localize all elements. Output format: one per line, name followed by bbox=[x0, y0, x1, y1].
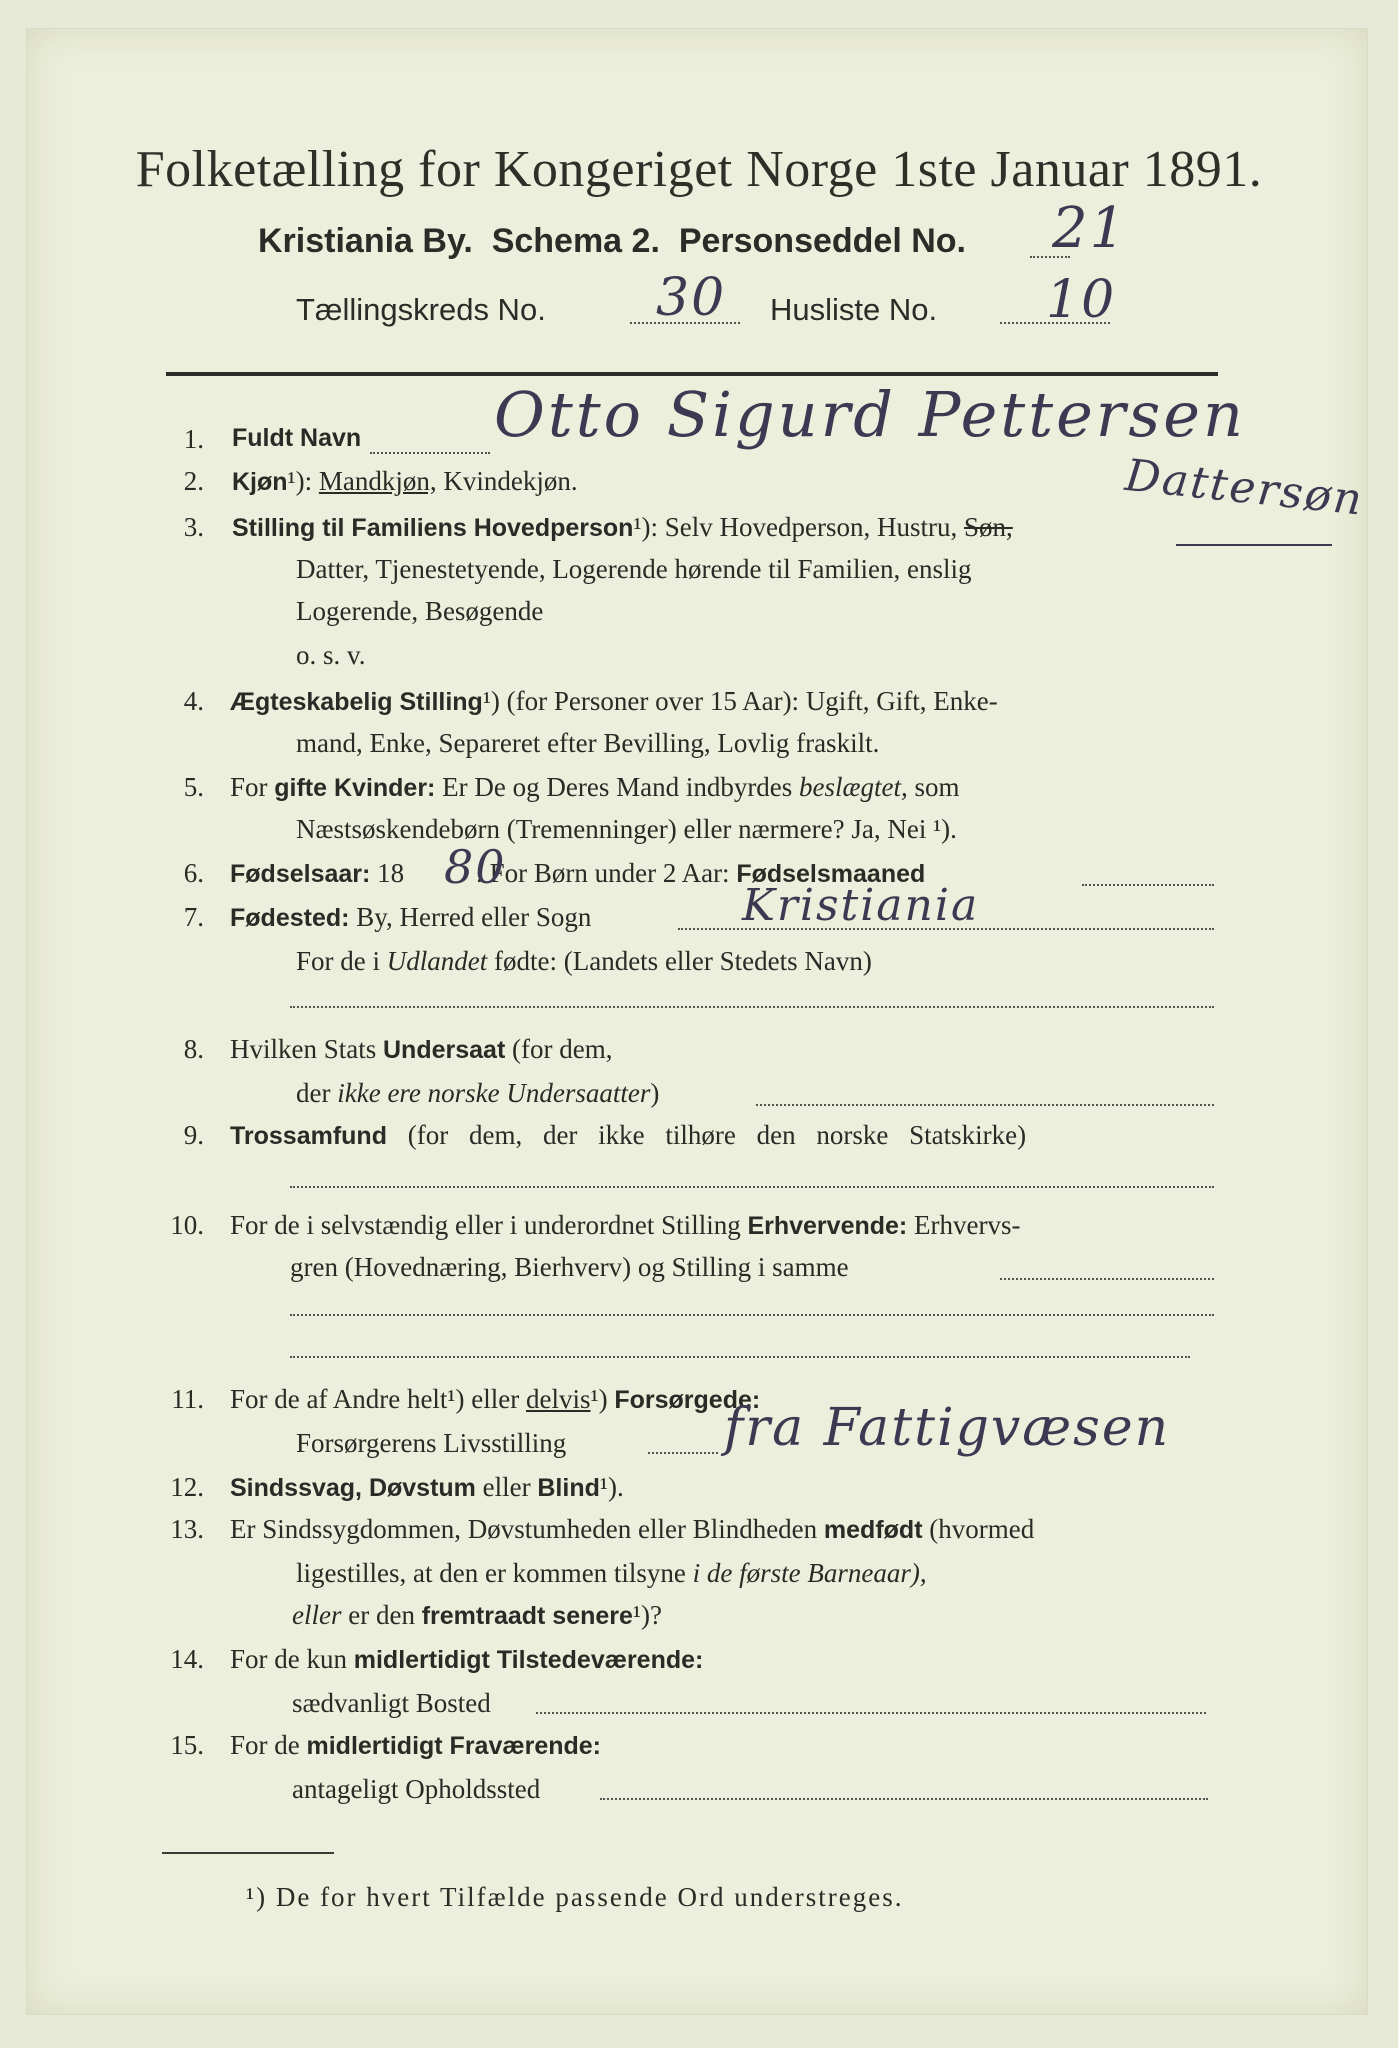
item-15-text: For de bbox=[230, 1730, 300, 1760]
item-6-month-label: Fødselsmaaned bbox=[736, 860, 926, 888]
item-7-blank-line bbox=[290, 1006, 1214, 1008]
item-7-value: Kristiania bbox=[742, 880, 980, 931]
kreds-number: 30 bbox=[656, 268, 727, 328]
item-13-text-4: er den bbox=[348, 1600, 415, 1630]
item-7-text-2: fødte: (Landets eller Stedets Navn) bbox=[494, 946, 872, 976]
item-1-dots bbox=[370, 452, 490, 454]
item-10-line-1 bbox=[230, 1210, 1020, 1241]
option-delvis: delvis bbox=[526, 1384, 591, 1414]
header-rule bbox=[166, 372, 1218, 376]
item-11-line-2: Forsørgerens Livsstilling bbox=[296, 1428, 567, 1458]
item-14-number: 14. bbox=[170, 1644, 204, 1674]
item-5-label: gifte Kvinder: bbox=[274, 774, 436, 802]
item-13-italic: i de første Barneaar), bbox=[692, 1558, 927, 1588]
item-10-number: 10. bbox=[170, 1210, 204, 1240]
item-10-label: Erhvervende: bbox=[747, 1212, 908, 1240]
item-12-label: Sindssvag, Døvstum bbox=[230, 1474, 476, 1502]
item-13-text-3: ligestilles, at den er kommen tilsyne bbox=[296, 1558, 686, 1588]
footnote-rule bbox=[162, 1852, 334, 1854]
item-6-number: 6. bbox=[183, 858, 204, 888]
item-11-mark: ¹) bbox=[590, 1384, 608, 1414]
item-12-label-2: Blind bbox=[537, 1474, 600, 1502]
option-son: Søn, bbox=[964, 512, 1013, 542]
item-10-line-2: gren (Hovednæring, Bierhverv) og Stilling i samme bbox=[290, 1252, 849, 1282]
item-8-paren: ) bbox=[650, 1078, 660, 1108]
item-15-line-1 bbox=[230, 1730, 601, 1761]
item-14-text: For de kun bbox=[230, 1644, 347, 1674]
item-8-number: 8. bbox=[183, 1034, 204, 1064]
header-line-1 bbox=[258, 222, 966, 261]
form-title: Folketælling for Kongeriget Norge 1ste Januar 1891. bbox=[135, 141, 1263, 198]
item-10-text-2: Erhvervs- bbox=[914, 1210, 1021, 1240]
kreds-label: Tællingskreds No. bbox=[296, 292, 546, 327]
item-8-dots bbox=[756, 1104, 1214, 1106]
item-9-blank-line bbox=[290, 1186, 1214, 1188]
item-9-label: Trossamfund bbox=[230, 1122, 387, 1150]
item-13-line-1 bbox=[230, 1514, 1034, 1545]
item-4-line-2: mand, Enke, Separeret efter Bevilling, Lovlig fraskilt. bbox=[296, 728, 880, 758]
item-6-text: . For Børn under 2 Aar: bbox=[476, 858, 730, 888]
item-11-label: Forsørgede: bbox=[614, 1386, 761, 1414]
item-2-line bbox=[232, 466, 578, 497]
item-14-dots bbox=[536, 1712, 1206, 1714]
item-1-value: Otto Sigurd Pettersen bbox=[494, 378, 1246, 451]
item-5-line-1 bbox=[230, 772, 960, 803]
item-4-label: Ægteskabelig Stilling bbox=[230, 688, 483, 716]
item-12-eller: eller bbox=[482, 1472, 531, 1502]
item-8-text-2: (for dem, bbox=[512, 1034, 613, 1064]
item-7-udlandet: Udlandet bbox=[386, 946, 488, 976]
item-12-mark: ¹). bbox=[599, 1472, 624, 1502]
option-kvindekjon: Kvindekjøn. bbox=[443, 466, 578, 496]
item-13-line-3 bbox=[292, 1600, 662, 1631]
item-8-italic: ikke ere norske Undersaatter bbox=[337, 1078, 651, 1108]
item-7-number: 7. bbox=[183, 902, 204, 932]
item-11-number: 11. bbox=[171, 1384, 204, 1414]
item-9-text: (for dem, der ikke tilhøre den norske Statskirke) bbox=[407, 1120, 1027, 1150]
item-13-number: 13. bbox=[170, 1514, 204, 1544]
item-3-line-1 bbox=[232, 512, 1013, 543]
option-mandkjon: Mandkjøn, bbox=[318, 466, 437, 496]
item-8-text: Hvilken Stats bbox=[230, 1034, 377, 1064]
item-10-dots bbox=[1000, 1278, 1214, 1280]
item-15-label: midlertidigt Fraværende: bbox=[306, 1732, 601, 1760]
item-7-text: By, Herred eller Sogn bbox=[356, 902, 592, 932]
item-4-number: 4. bbox=[183, 686, 204, 716]
item-14-line-1 bbox=[230, 1644, 703, 1675]
husliste-label: Husliste No. bbox=[770, 292, 938, 327]
item-7-line-1 bbox=[230, 902, 591, 933]
item-6-century: 18 bbox=[377, 858, 405, 888]
item-5-for: For bbox=[230, 772, 268, 802]
item-15-number: 15. bbox=[170, 1730, 204, 1760]
item-15-dots bbox=[600, 1798, 1208, 1800]
item-5-italic: beslægtet, bbox=[799, 772, 908, 802]
item-3-value: Dattersøn bbox=[1122, 450, 1367, 526]
item-5-som: som bbox=[914, 772, 960, 802]
item-6-dots bbox=[1082, 884, 1214, 886]
item-13-line-2 bbox=[296, 1558, 927, 1589]
husliste-number: 10 bbox=[1046, 270, 1117, 330]
item-11-text: For de af Andre helt¹) eller bbox=[230, 1384, 520, 1414]
item-2-label: Kjøn bbox=[232, 468, 288, 496]
item-3-line-3: Logerende, Besøgende bbox=[296, 596, 544, 626]
item-13-text: Er Sindssygdommen, Døvstumheden eller Blindheden bbox=[230, 1514, 818, 1544]
item-3-label: Stilling til Familiens Hovedperson bbox=[232, 514, 634, 542]
item-5-text: Er De og Deres Mand indbyrdes bbox=[442, 772, 793, 802]
item-5-line-2: Næstsøskendebørn (Tremenninger) eller nærmere? Ja, Nei ¹). bbox=[296, 814, 957, 844]
item-6-label: Fødselsaar: bbox=[230, 860, 371, 888]
item-14-label: midlertidigt Tilstedeværende: bbox=[353, 1646, 704, 1674]
item-15-line-2: antageligt Opholdssted bbox=[292, 1774, 541, 1804]
item-3-line-4: o. s. v. bbox=[296, 640, 366, 670]
item-4-text: ¹) (for Personer over 15 Aar): Ugift, Gift, Enke- bbox=[482, 686, 998, 716]
item-3-hand-underline bbox=[1176, 544, 1332, 546]
item-11-line-1 bbox=[230, 1384, 760, 1415]
item-9-line bbox=[230, 1120, 1026, 1151]
item-13-label-2: fremtraadt senere bbox=[421, 1602, 633, 1630]
item-8-line-1 bbox=[230, 1034, 612, 1065]
item-13-mark: ¹)? bbox=[632, 1600, 662, 1630]
item-1-label: Fuldt Navn bbox=[232, 424, 362, 452]
item-12-number: 12. bbox=[170, 1472, 204, 1502]
footnote: ¹) De for hvert Tilfælde passende Ord understreges. bbox=[246, 1882, 904, 1912]
item-10-blank-line-2 bbox=[290, 1356, 1190, 1358]
item-4-line-1 bbox=[230, 686, 998, 717]
item-11-dots bbox=[648, 1452, 718, 1454]
item-8-der: der bbox=[296, 1078, 331, 1108]
item-5-number: 5. bbox=[183, 772, 204, 802]
item-11-value: fra Fattigvæsen bbox=[724, 1398, 1171, 1458]
footnote-mark: ¹): bbox=[287, 466, 313, 496]
item-8-line-2 bbox=[296, 1078, 659, 1109]
item-3-line-2: Datter, Tjenestetyende, Logerende hørende til Familien, enslig bbox=[296, 554, 972, 584]
item-3-number: 3. bbox=[183, 512, 204, 542]
item-7-label: Fødested: bbox=[230, 904, 350, 932]
item-2-number: 2. bbox=[183, 466, 204, 496]
item-7-line-2 bbox=[296, 946, 872, 977]
personseddel-number: 21 bbox=[1052, 196, 1128, 261]
item-14-line-2: sædvanligt Bosted bbox=[292, 1688, 491, 1718]
item-6-value: 80 bbox=[444, 840, 507, 894]
item-10-text: For de i selvstændig eller i underordnet Stilling bbox=[230, 1210, 741, 1240]
item-8-label: Undersaat bbox=[383, 1036, 506, 1064]
item-10-blank-line-1 bbox=[290, 1314, 1214, 1316]
item-9-number: 9. bbox=[183, 1120, 204, 1150]
item-1-number: 1. bbox=[183, 424, 204, 454]
personseddel-label: Personseddel No. bbox=[678, 222, 967, 260]
city-label: Kristiania By. bbox=[258, 222, 473, 260]
schema-label: Schema 2. bbox=[491, 222, 660, 260]
item-13-eller: eller bbox=[292, 1600, 342, 1630]
item-3-options: ¹): Selv Hovedperson, Hustru, bbox=[633, 512, 958, 542]
item-13-text-2: (hvormed bbox=[929, 1514, 1035, 1544]
item-12-line bbox=[230, 1472, 624, 1503]
item-13-label: medfødt bbox=[823, 1516, 923, 1544]
item-7-for: For de i bbox=[296, 946, 380, 976]
